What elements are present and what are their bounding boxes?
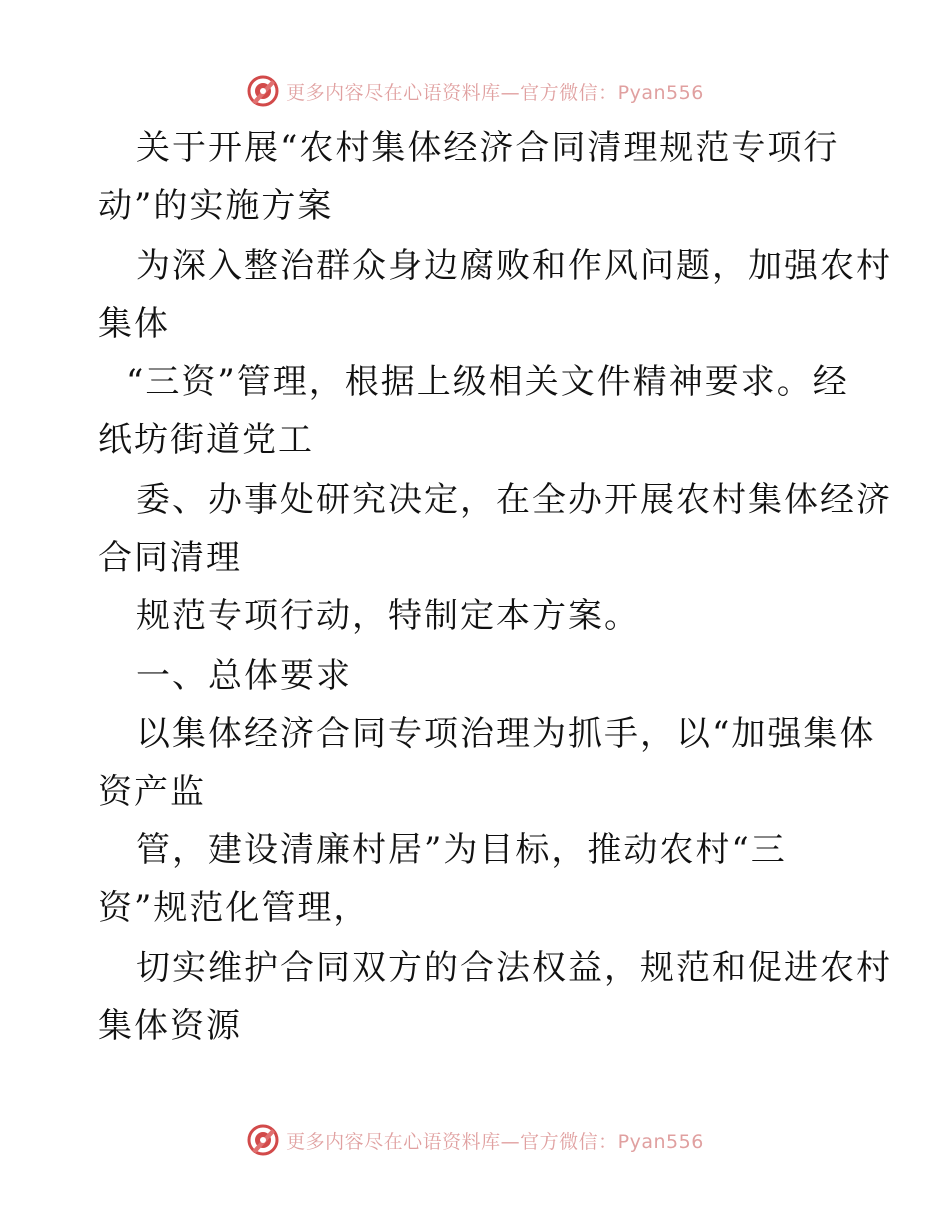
paragraph-line: 集体 [98,304,170,344]
document-title-line-2: 动”的实施方案 [98,186,334,226]
paragraph-line: 以集体经济合同专项治理为抓手，以“加强集体 [136,714,876,754]
paragraph-line: 纸坊街道党工 [98,420,314,460]
document-title-line-1: 关于开展“农村集体经济合同清理规范专项行 [136,128,840,168]
watermark-text: 更多内容尽在心语资料库—官方微信：Pyan556 [286,81,704,104]
paragraph-line: 委、办事处研究决定，在全办开展农村集体经济 [136,480,892,520]
quill-seal-icon [246,1123,280,1157]
quill-seal-icon [246,74,280,108]
paragraph-line: 切实维护合同双方的合法权益，规范和促进农村 [136,948,892,988]
header-watermark [0,71,950,111]
paragraph-line: 集体资源 [98,1006,242,1046]
paragraph-line: 为深入整治群众身边腐败和作风问题，加强农村 [136,246,892,286]
paragraph-line: 资产监 [98,772,206,812]
paragraph-line: 合同清理 [98,538,242,578]
paragraph-line: “三资”管理，根据上级相关文件精神要求。经 [126,362,849,402]
section-heading: 一、总体要求 [136,656,352,696]
footer-watermark [0,1120,950,1160]
paragraph-line: 管，建设清廉村居”为目标，推动农村“三 [136,830,787,870]
watermark-text: 更多内容尽在心语资料库—官方微信：Pyan556 [286,1130,704,1153]
paragraph-line: 规范专项行动，特制定本方案。 [136,596,640,636]
paragraph-line: 资”规范化管理， [98,888,370,928]
